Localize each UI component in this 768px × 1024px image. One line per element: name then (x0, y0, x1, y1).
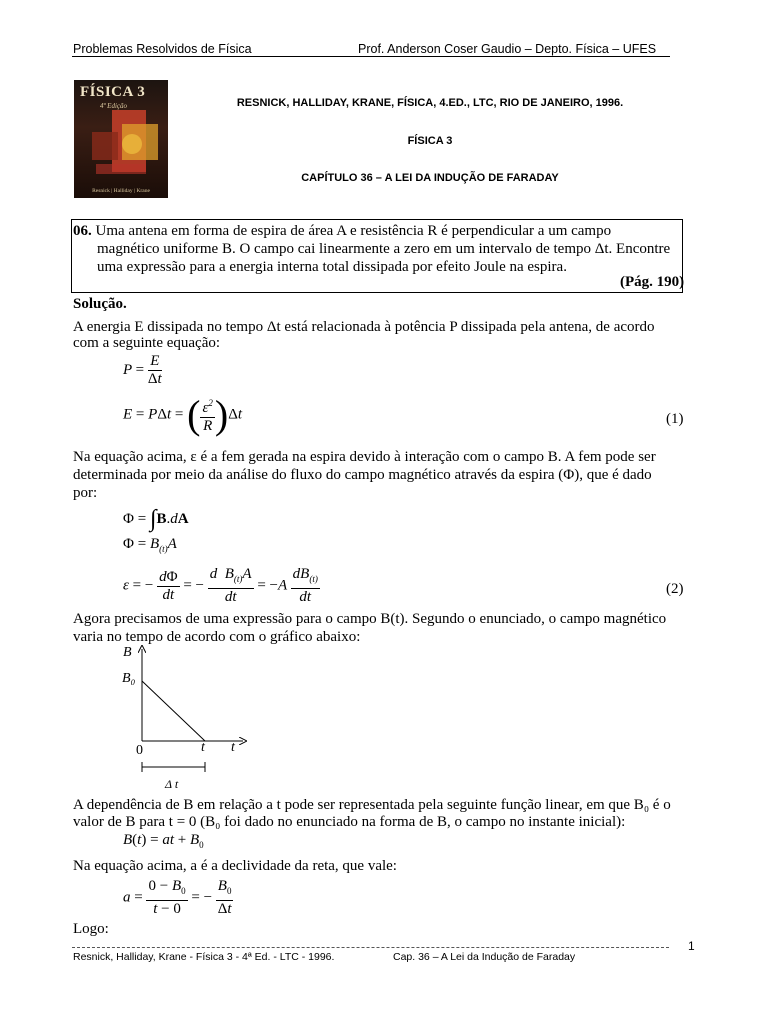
data-line (142, 681, 205, 741)
solution-p3b: varia no tempo de acordo com o gráfico abaixo: (73, 629, 361, 645)
solution-p1b: com a seguinte equação: (73, 335, 221, 351)
footer-left: Resnick, Halliday, Krane - Física 3 - 4ª Ed. - LTC - 1996. (73, 951, 335, 963)
header-right: Prof. Anderson Coser Gaudio – Depto. Física – UFES (358, 42, 657, 56)
graph-origin: 0 (136, 743, 143, 758)
graph-y-label: B (123, 645, 132, 660)
header-left: Problemas Resolvidos de Física (73, 42, 252, 56)
book-cover-image (74, 80, 168, 198)
solution-p5: Na equação acima, a é a declividade da reta, que vale: (73, 858, 397, 874)
footer-divider (72, 947, 669, 948)
solution-p4a: A dependência de B em relação a t pode ser representada pela seguinte função linear, em que B₀ é o (73, 797, 671, 813)
equation-label-1: (1) (666, 411, 684, 427)
graph-b-vs-t (115, 645, 255, 795)
problem-text-3: uma expressão para a energia interna total dissipada por efeito Joule na espira. (97, 259, 567, 275)
equation-flux: $\Phi = B_{(t)}A$ (123, 536, 177, 554)
equation-power: P = $\frac{E}{\Delta t}$ (123, 353, 162, 387)
equation-flux-integral: Φ = ∫B.dA (123, 506, 189, 532)
cover-edition: 4ª Edição (100, 102, 128, 110)
equation-label-2: (2) (666, 581, 684, 597)
solution-p2c: por: (73, 485, 98, 501)
solution-p1a: A energia E dissipada no tempo Δt está relacionada à potência P dissipada pela antena, de acordo (73, 319, 655, 335)
equation-slope: a = $\frac{0 - B_0}{t - 0}$ = − $\frac{B_0}{\Delta t}$ (123, 878, 232, 917)
problem-text-1: Uma antena em forma de espira de área A e resistência R é perpendicular a um campo (95, 223, 612, 239)
graph-y-tick: B₀ (122, 671, 136, 686)
chapter-title: CAPÍTULO 36 – A LEI DA INDUÇÃO DE FARADAY (301, 172, 559, 184)
equation-linear: B(t) = at + $B_0$ (123, 832, 204, 850)
equation-emf: ε = − $\frac{d\Phi}{dt}$ = − $\frac{d B_{(t)}A}{dt}$ = −A $\frac{dB_{(t)}}{dt}$ (123, 566, 318, 605)
header-divider (72, 56, 670, 57)
solution-heading: Solução. (73, 296, 127, 312)
graph-interval-label: Δ t (165, 777, 179, 791)
problem-page: (Pág. 190) (620, 274, 685, 290)
book-volume: FÍSICA 3 (407, 135, 453, 147)
solution-p4b: valor de B para t = 0 (B₀ foi dado no enunciado na forma de B, o campo no instante inicial): (73, 814, 626, 830)
graph-x-tick: t (201, 740, 205, 755)
problem-line-1 (73, 222, 611, 240)
problem-text-2: magnético uniforme B. O campo cai linearmente a zero em um intervalo de tempo Δt. Encontre (97, 241, 671, 257)
equation-energy: E = PΔt = ( $\frac{\varepsilon^2}{R}$ )Δt (123, 392, 243, 437)
page-number: 1 (688, 939, 695, 953)
graph-x-label: t (231, 740, 235, 755)
cover-authors: Resnick | Halliday | Krane (92, 188, 150, 194)
solution-p2a: Na equação acima, ε é a fem gerada na espira devido à interação com o campo B. A fem pode ser (73, 449, 656, 465)
cover-title: FÍSICA 3 (80, 84, 146, 100)
problem-number: 06. (73, 223, 92, 239)
solution-p2b: determinada por meio da análise do fluxo do campo magnético através da espira (Φ), que é dado (73, 467, 652, 483)
solution-p3a: Agora precisamos de uma expressão para o campo B(t). Segundo o enunciado, o campo magnético (73, 611, 667, 627)
solution-p6: Logo: (73, 921, 109, 937)
footer-center: Cap. 36 – A Lei da Indução de Faraday (393, 951, 576, 963)
book-reference: RESNICK, HALLIDAY, KRANE, FÍSICA, 4.ED., LTC, RIO DE JANEIRO, 1996. (236, 97, 624, 109)
